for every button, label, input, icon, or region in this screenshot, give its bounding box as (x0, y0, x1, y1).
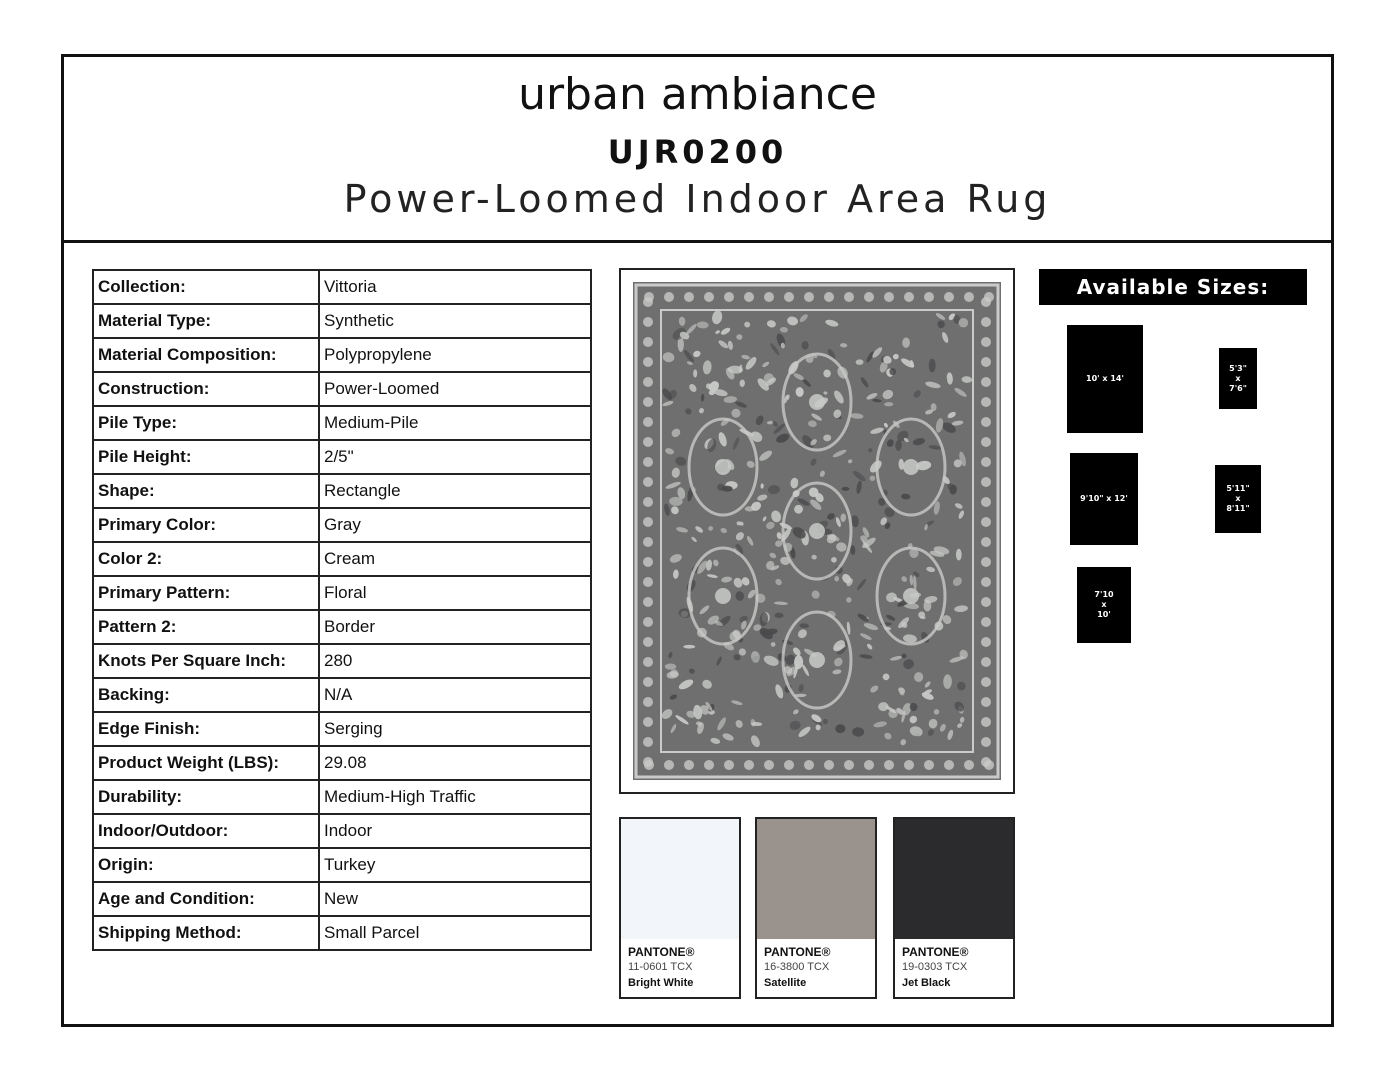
border-motif (904, 292, 914, 302)
spec-value: Border (319, 610, 591, 644)
border-motif (764, 760, 774, 770)
border-motif (643, 577, 653, 587)
spec-label: Collection: (93, 270, 319, 304)
floral-leaf (683, 645, 695, 649)
spec-label: Pattern 2: (93, 610, 319, 644)
spec-value: Power-Loomed (319, 372, 591, 406)
spec-label: Shape: (93, 474, 319, 508)
border-motif (844, 760, 854, 770)
border-motif (643, 557, 653, 567)
spec-row (93, 338, 591, 372)
spec-value: Vittoria (319, 270, 591, 304)
border-motif (643, 737, 653, 747)
border-motif (981, 337, 991, 347)
spec-label: Product Weight (LBS): (93, 746, 319, 780)
spec-label: Durability: (93, 780, 319, 814)
border-motif (981, 657, 991, 667)
border-motif (643, 457, 653, 467)
border-motif (724, 292, 734, 302)
border-motif (643, 677, 653, 687)
border-motif (981, 637, 991, 647)
spec-label: Pile Height: (93, 440, 319, 474)
spec-value: Small Parcel (319, 916, 591, 950)
rug-illustration (633, 282, 1001, 780)
pantone-swatch-3 (893, 817, 1015, 999)
brand-name: urban ambiance (518, 69, 877, 120)
spec-value: Polypropylene (319, 338, 591, 372)
spec-row (93, 576, 591, 610)
size-option-8x10: 7'10 x 10' (1077, 567, 1131, 643)
spec-row (93, 916, 591, 950)
border-motif (784, 760, 794, 770)
border-motif (643, 437, 653, 447)
border-motif (981, 677, 991, 687)
border-motif (981, 557, 991, 567)
spec-label: Shipping Method: (93, 916, 319, 950)
spec-value: N/A (319, 678, 591, 712)
spec-value: Medium-Pile (319, 406, 591, 440)
border-motif (981, 597, 991, 607)
swatch-chip (621, 819, 739, 939)
pantone-name: Jet Black (902, 977, 951, 989)
spec-row (93, 304, 591, 338)
spec-row (93, 882, 591, 916)
sheet-header (64, 57, 1331, 243)
spec-label: Construction: (93, 372, 319, 406)
spec-value: Turkey (319, 848, 591, 882)
border-motif (643, 317, 653, 327)
spec-label: Indoor/Outdoor: (93, 814, 319, 848)
border-motif (981, 737, 991, 747)
medallion-center (715, 588, 731, 604)
border-motif (824, 760, 834, 770)
border-motif (884, 760, 894, 770)
rug-image (619, 268, 1015, 794)
border-motif (643, 297, 653, 307)
floral-leaf (959, 318, 969, 327)
spec-value: 280 (319, 644, 591, 678)
border-motif (944, 760, 954, 770)
spec-value: 2/5" (319, 440, 591, 474)
border-motif (981, 437, 991, 447)
size-option-6x9: 5'11" x 8'11" (1215, 465, 1261, 533)
spec-row (93, 678, 591, 712)
border-motif (643, 357, 653, 367)
pantone-code: 16-3800 TCX (764, 961, 830, 973)
border-motif (643, 637, 653, 647)
border-motif (981, 477, 991, 487)
spec-row (93, 406, 591, 440)
border-motif (643, 397, 653, 407)
spec-label: Color 2: (93, 542, 319, 576)
border-motif (981, 357, 991, 367)
product-sku: UJR0200 (607, 133, 788, 171)
pantone-brand: PANTONE® (902, 945, 969, 959)
size-option-10x14: 10' x 14' (1067, 325, 1143, 433)
border-motif (824, 292, 834, 302)
spec-label: Knots Per Square Inch: (93, 644, 319, 678)
swatch-chip (895, 819, 1013, 939)
border-motif (844, 292, 854, 302)
border-motif (643, 717, 653, 727)
spec-row (93, 542, 591, 576)
border-motif (981, 577, 991, 587)
pantone-code: 11-0601 TCX (628, 961, 693, 973)
medallion-center (903, 588, 919, 604)
spec-row (93, 440, 591, 474)
spec-label: Material Type: (93, 304, 319, 338)
border-motif (884, 292, 894, 302)
border-motif (981, 397, 991, 407)
spec-label: Material Composition: (93, 338, 319, 372)
available-sizes-heading: Available Sizes: (1039, 269, 1307, 305)
spec-value: Floral (319, 576, 591, 610)
border-motif (784, 292, 794, 302)
spec-value: New (319, 882, 591, 916)
border-motif (643, 517, 653, 527)
border-motif (764, 292, 774, 302)
spec-row (93, 746, 591, 780)
spec-value: Medium-High Traffic (319, 780, 591, 814)
medallion-center (903, 459, 919, 475)
medallion-center (809, 394, 825, 410)
medallion-center (809, 652, 825, 668)
border-motif (664, 760, 674, 770)
border-motif (981, 317, 991, 327)
spec-row (93, 474, 591, 508)
border-motif (944, 292, 954, 302)
size-option-5x7: 5'3" x 7'6" (1219, 348, 1257, 409)
pantone-swatch-1 (619, 817, 741, 999)
border-motif (904, 760, 914, 770)
spec-row (93, 610, 591, 644)
border-motif (981, 537, 991, 547)
border-motif (643, 477, 653, 487)
spec-label: Origin: (93, 848, 319, 882)
pantone-code: 19-0303 TCX (902, 961, 968, 973)
spec-row (93, 712, 591, 746)
border-motif (804, 292, 814, 302)
border-motif (724, 760, 734, 770)
border-motif (981, 417, 991, 427)
border-motif (964, 292, 974, 302)
product-subtitle: Power-Loomed Indoor Area Rug (343, 177, 1052, 221)
border-motif (981, 297, 991, 307)
border-motif (981, 457, 991, 467)
border-motif (643, 337, 653, 347)
border-motif (981, 497, 991, 507)
border-motif (744, 292, 754, 302)
border-motif (643, 597, 653, 607)
border-motif (964, 760, 974, 770)
medallion-center (715, 459, 731, 475)
spec-value: Gray (319, 508, 591, 542)
spec-value: Serging (319, 712, 591, 746)
spec-value: Cream (319, 542, 591, 576)
spec-row (93, 814, 591, 848)
spec-table (92, 269, 592, 951)
spec-sheet (61, 54, 1334, 1027)
border-motif (643, 497, 653, 507)
border-motif (744, 760, 754, 770)
spec-row (93, 270, 591, 304)
border-motif (924, 760, 934, 770)
pantone-swatch-2 (755, 817, 877, 999)
border-motif (643, 417, 653, 427)
border-motif (864, 292, 874, 302)
pantone-brand: PANTONE® (764, 945, 831, 959)
pantone-name: Satellite (764, 977, 807, 989)
spec-label: Pile Type: (93, 406, 319, 440)
border-motif (643, 757, 653, 767)
border-motif (981, 617, 991, 627)
border-motif (804, 760, 814, 770)
size-option-9x12: 9'10" x 12' (1070, 453, 1138, 545)
border-motif (684, 292, 694, 302)
spec-label: Primary Pattern: (93, 576, 319, 610)
border-motif (981, 377, 991, 387)
border-motif (981, 517, 991, 527)
spec-label: Edge Finish: (93, 712, 319, 746)
spec-row (93, 508, 591, 542)
spec-value: Rectangle (319, 474, 591, 508)
spec-value: Synthetic (319, 304, 591, 338)
floral-leaf (956, 549, 962, 561)
spec-row (93, 372, 591, 406)
floral-leaf (929, 359, 936, 373)
medallion-center (809, 523, 825, 539)
border-motif (981, 697, 991, 707)
border-motif (924, 292, 934, 302)
spec-row (93, 780, 591, 814)
border-motif (981, 717, 991, 727)
border-motif (684, 760, 694, 770)
spec-value: Indoor (319, 814, 591, 848)
spec-label: Primary Color: (93, 508, 319, 542)
swatch-chip (757, 819, 875, 939)
border-motif (704, 292, 714, 302)
border-motif (704, 760, 714, 770)
spec-row (93, 848, 591, 882)
spec-label: Backing: (93, 678, 319, 712)
border-motif (981, 757, 991, 767)
pantone-brand: PANTONE® (628, 945, 695, 959)
spec-label: Age and Condition: (93, 882, 319, 916)
border-motif (864, 760, 874, 770)
spec-value: 29.08 (319, 746, 591, 780)
border-motif (664, 292, 674, 302)
border-motif (643, 657, 653, 667)
spec-row (93, 644, 591, 678)
border-motif (643, 617, 653, 627)
pantone-name: Bright White (628, 977, 694, 989)
border-motif (643, 697, 653, 707)
border-motif (643, 377, 653, 387)
border-motif (643, 537, 653, 547)
